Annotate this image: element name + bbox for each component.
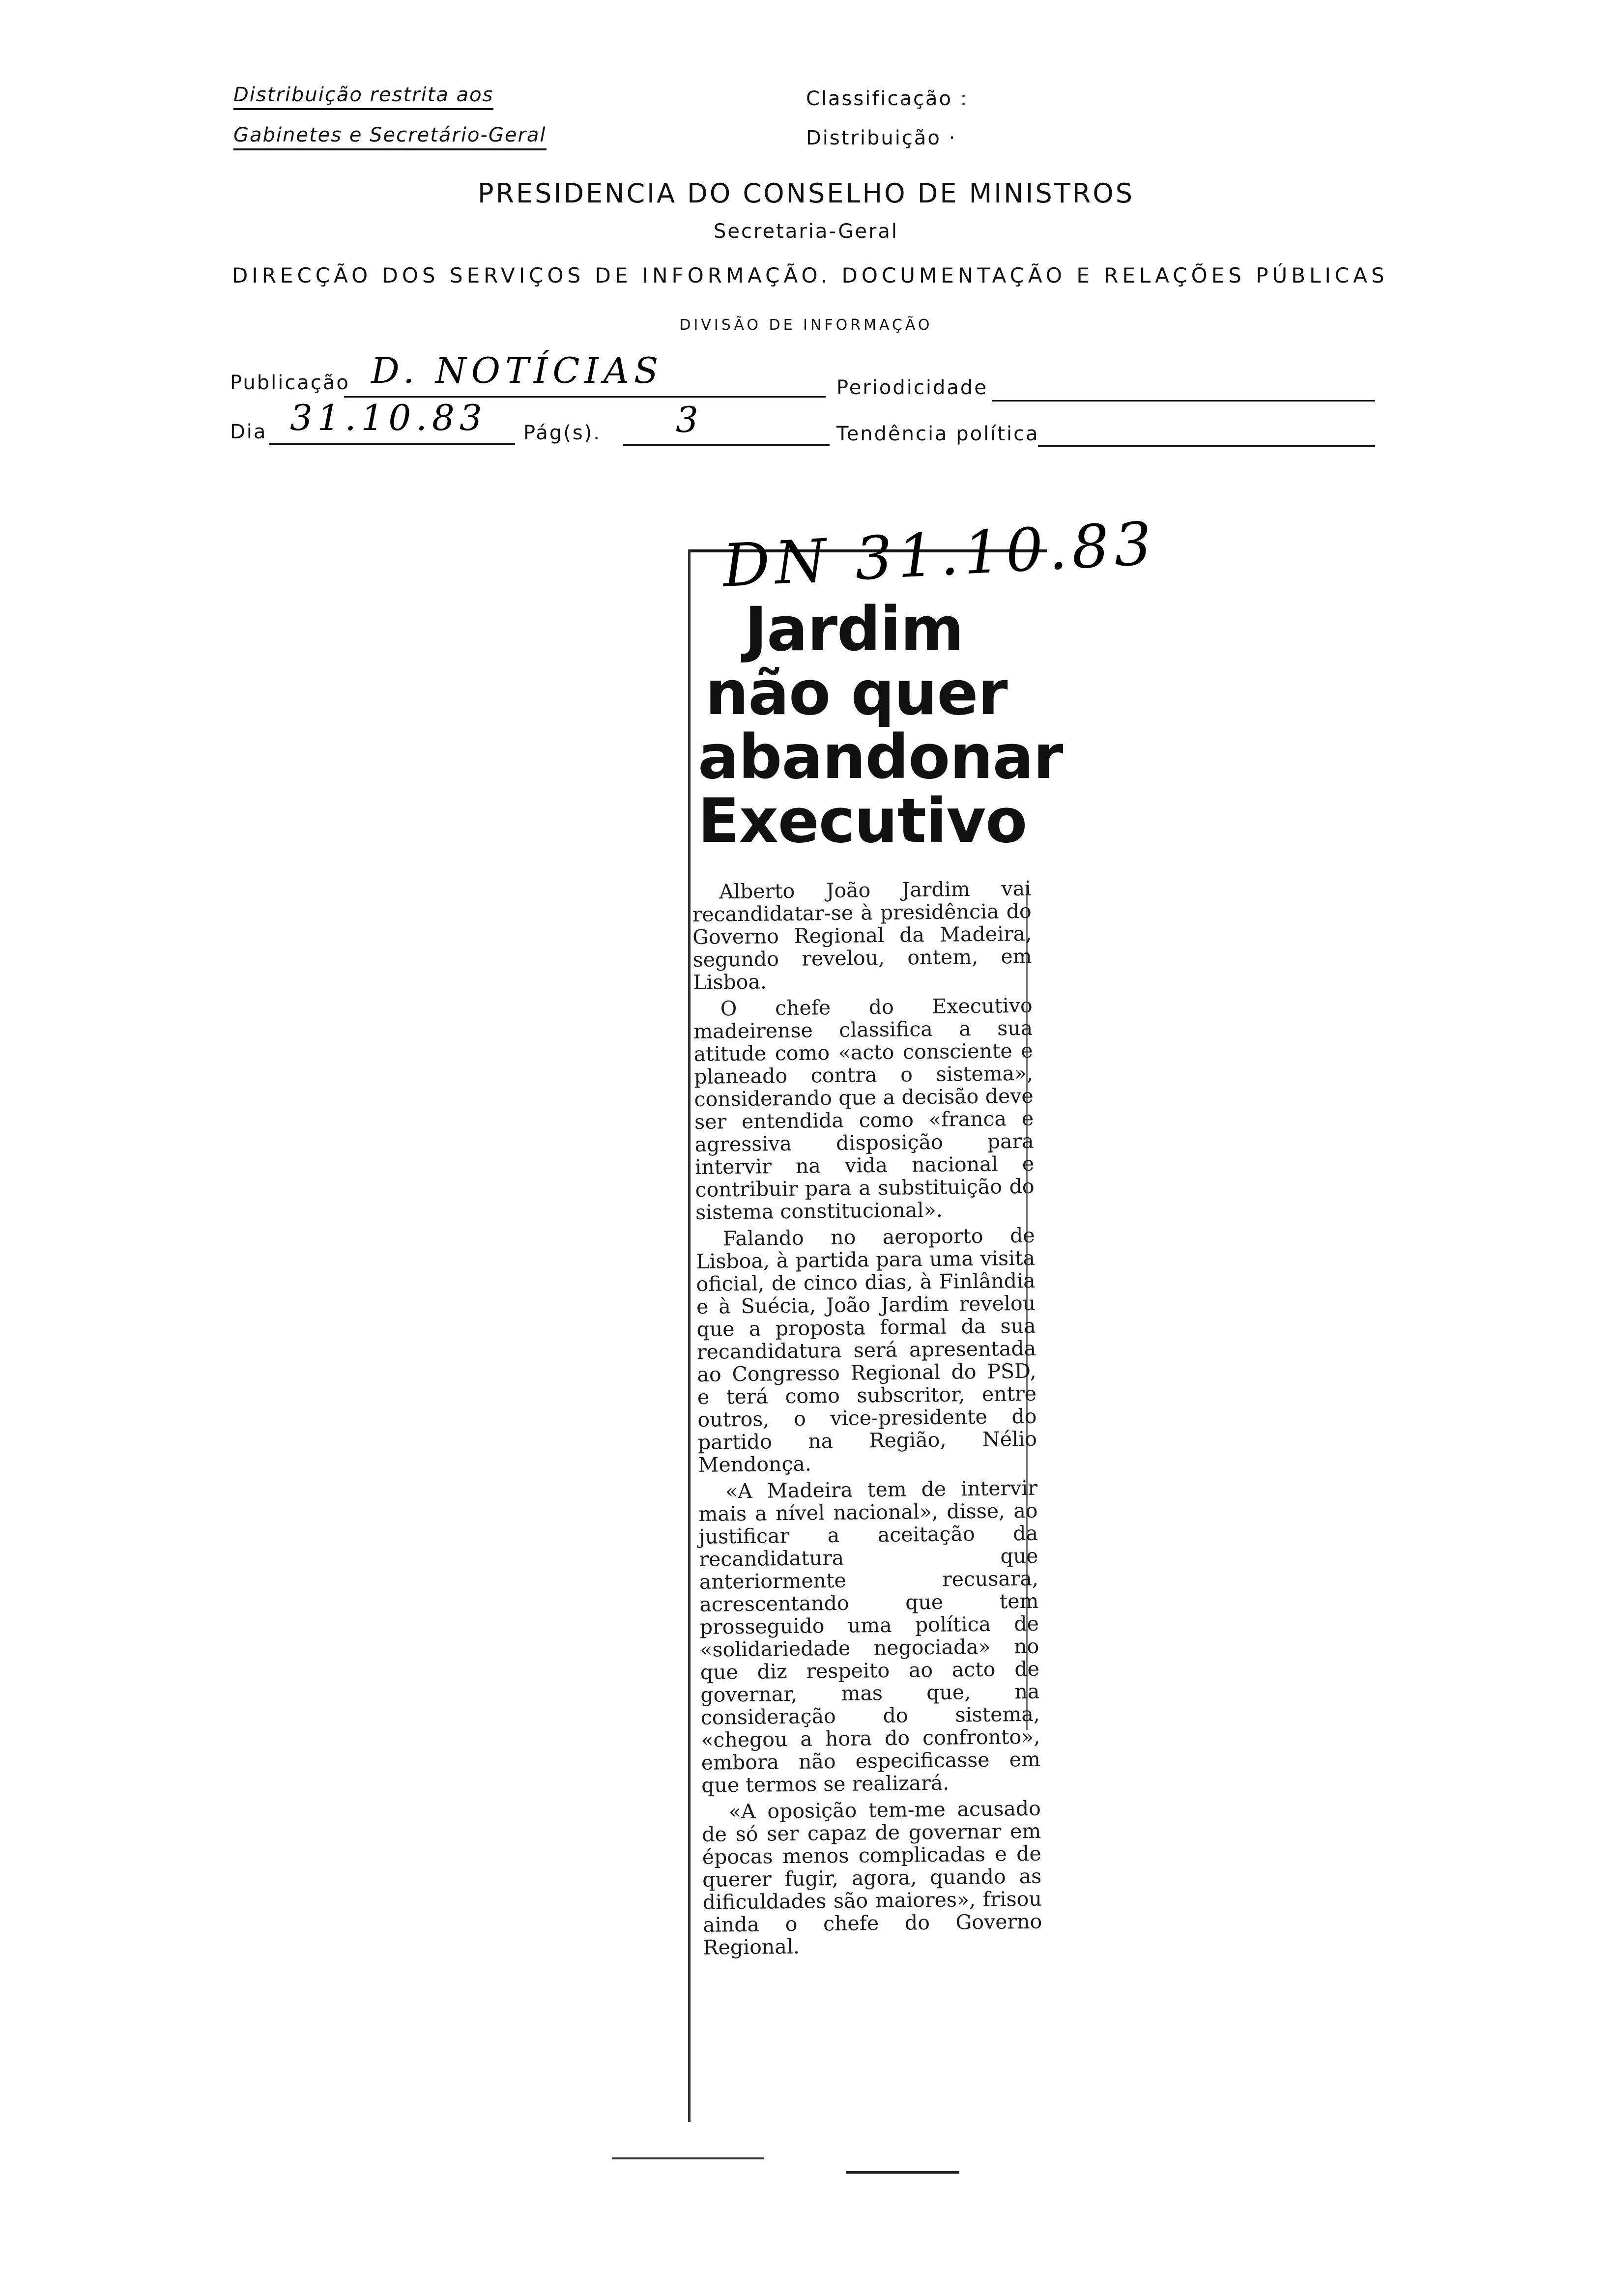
article-body	[692, 877, 1042, 1963]
publication-label: Publicação	[230, 372, 350, 394]
clipping-bottom-rule-right	[846, 2171, 959, 2174]
clipping-handwritten-date: DN 31.10.83	[720, 509, 1158, 601]
pages-fill-line	[623, 444, 830, 446]
publication-handwritten-value: D. NOTÍCIAS	[371, 350, 663, 391]
clipping-left-border	[688, 549, 691, 2122]
department-name: DIRECÇÃO DOS SERVIÇOS DE INFORMAÇÃO. DOCUMENTAÇÃO E RELAÇÕES PÚBLICAS	[232, 263, 1388, 287]
article-paragraph: Alberto João Jardim vai recandidatar-se à presidência do Governo Regional da Madeira, segundo revelou, ontem, em Lisboa.	[692, 876, 1032, 994]
classification-label: Classificação :	[806, 87, 969, 110]
division-name: DIVISÃO DE INFORMAÇÃO	[679, 316, 933, 334]
day-handwritten-value: 31.10.83	[290, 397, 487, 438]
article-paragraph: «A oposição tem-me acusado de só ser capaz de governar em épocas menos complicadas e de querer fugir, agora, quando as dificuldades são maiores», frisou ainda o chefe do Governo Regional.	[702, 1796, 1042, 1959]
institution-title: PRESIDENCIA DO CONSELHO DE MINISTROS	[477, 178, 1135, 209]
distribution-restriction-line1: Distribuição restrita aos	[233, 84, 493, 110]
clipping-bottom-rule-left	[612, 2157, 764, 2159]
periodicity-fill-line	[992, 400, 1375, 402]
headline-line-2: não quer	[705, 658, 1008, 729]
article-paragraph: Falando no aeroporto de Lisboa, à partida para uma visita oficial, de cinco dias, à Finlândia e à Suécia, João Jardim revelou que a proposta formal da sua recandidatura será apresentada ao Congresso Regional do PSD, e terá como subscritor, entre outros, o vice-presidente do partido na Região, Nélio Mendonça.	[695, 1223, 1037, 1477]
pages-handwritten-value: 3	[676, 399, 703, 440]
institution-subtitle: Secretaria-Geral	[713, 220, 898, 243]
distribution-label: Distribuição ·	[806, 127, 957, 149]
headline-line-1: Jardim	[745, 594, 964, 665]
pages-label: Pág(s).	[523, 422, 601, 444]
article-paragraph: «A Madeira tem de intervir mais a nível nacional», disse, ao justificar a aceitação da recandidatura que anteriormente recusara, acrescentando que tem prosseguido uma política de «solidariedade negociada» no que diz respeito ao acto de governar, mas que, na consideração do sistema, «chegou a hora do confronto», embora não especificasse em que termos se realizará.	[698, 1476, 1041, 1797]
distribution-restriction-line2: Gabinetes e Secretário-Geral	[233, 124, 547, 150]
political-tendency-fill-line	[1038, 445, 1375, 447]
headline-line-4: Executivo	[698, 786, 1027, 857]
day-fill-line	[269, 443, 515, 445]
periodicity-label: Periodicidade	[836, 376, 988, 399]
day-label: Dia	[230, 421, 267, 443]
article-paragraph: O chefe do Executivo madeirense classifica a sua atitude como «acto consciente e planeado contra o sistema», considerando que a decisão deve ser entendida como «franca e agressiva disposição para intervir na vida nacional e contribuir para a substituição do sistema constitucional».	[693, 993, 1035, 1224]
headline-line-3: abandonar	[698, 722, 1063, 793]
political-tendency-label: Tendência política	[836, 423, 1039, 445]
